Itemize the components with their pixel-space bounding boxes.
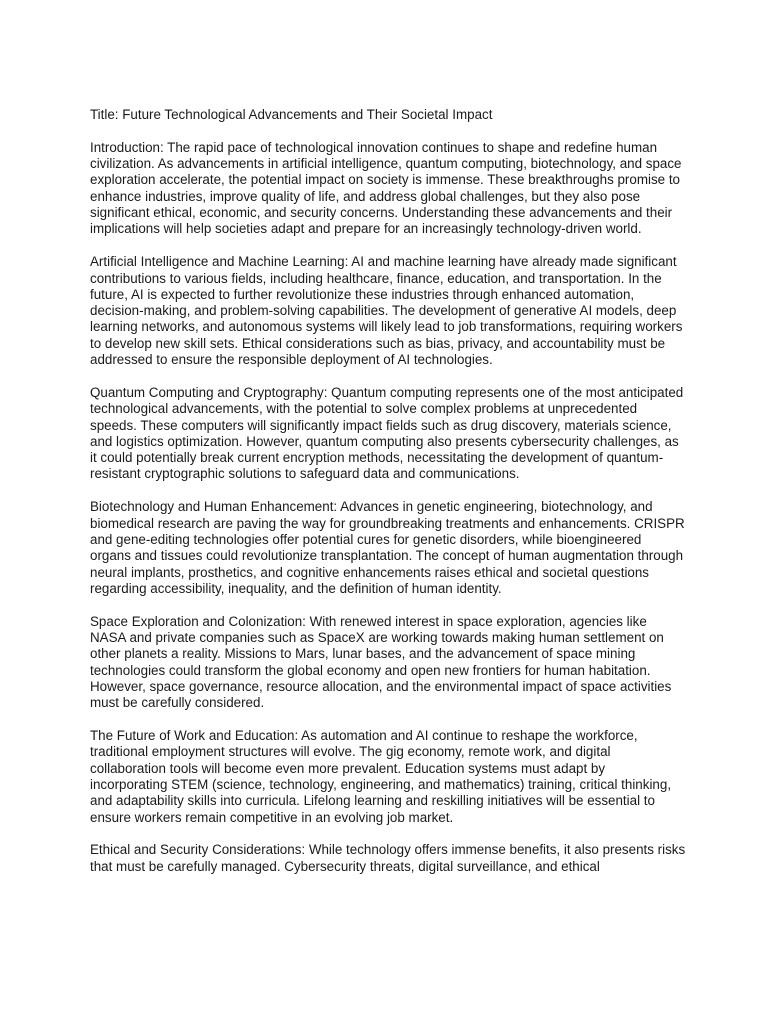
document-title: Title: Future Technological Advancements and Their Societal Impact <box>90 107 493 122</box>
paragraph-introduction: Introduction: The rapid pace of technological innovation continues to shape and redefine human civilization. As advancements in artificial intelligence, quantum computing, biotechnology, and space exploration accelerate, the potential impact on society is immense. These breakthroughs promise to enhance industries, improve quality of life, and address global challenges, but they also pose significant ethical, economic, and security concerns. Understanding these advancements and their implications will help societies adapt and prepare for an increasingly technology-driven world. <box>90 139 682 237</box>
paragraph-ai-machine-learning: Artificial Intelligence and Machine Learning: AI and machine learning have already made significant contributions to various fields, including healthcare, finance, education, and transportation. In the future, AI is expected to further revolutionize these industries through enhanced automation, decision-making, and problem-solving capabilities. The development of generative AI models, deep learning networks, and autonomous systems will likely lead to job transformations, requiring workers to develop new skill sets. Ethical considerations such as bias, privacy, and accountability must be addressed to ensure the responsible deployment of AI technologies. <box>90 254 683 368</box>
paragraph-space-exploration: Space Exploration and Colonization: With renewed interest in space exploration, agencies like NASA and private companies such as SpaceX are working towards making human settlement on other planets a reality. Missions to Mars, lunar bases, and the advancement of space mining technologies could transform the global economy and open new frontiers for human habitation. However, space governance, resource allocation, and the environmental impact of space activities must be carefully considered. <box>90 613 672 711</box>
paragraph-quantum-computing: Quantum Computing and Cryptography: Quantum computing represents one of the most anticipated technological advancements, with the potential to solve complex problems at unprecedented speeds. These computers will significantly impact fields such as drug discovery, materials science, and logistics optimization. However, quantum computing also presents cybersecurity challenges, as it could potentially break current encryption methods, necessitating the development of quantum-resistant cryptographic solutions to safeguard data and communications. <box>90 384 684 482</box>
paragraph-ethics-security: Ethical and Security Considerations: While technology offers immense benefits, it also presents risks that must be carefully managed. Cybersecurity threats, digital surveillance, and ethical <box>90 842 686 874</box>
paragraph-future-of-work: The Future of Work and Education: As automation and AI continue to reshape the workforce, traditional employment structures will evolve. The gig economy, remote work, and digital collaboration tools will become even more prevalent. Education systems must adapt by incorporating STEM (science, technology, engineering, and mathematics) training, critical thinking, and adaptability skills into curricula. Lifelong learning and reskilling initiatives will be essential to ensure workers remain competitive in an evolving job market. <box>90 728 672 825</box>
paragraph-biotechnology: Biotechnology and Human Enhancement: Advances in genetic engineering, biotechnology, and biomedical research are paving the way for groundbreaking treatments and enhancements. CRISPR and gene-editing technologies offer potential cures for genetic disorders, while bioengineered organs and tissues could revolutionize transplantation. The concept of human augmentation through neural implants, prosthetics, and cognitive enhancements raises ethical and societal questions regarding accessibility, inequality, and the definition of human identity. <box>90 499 685 596</box>
